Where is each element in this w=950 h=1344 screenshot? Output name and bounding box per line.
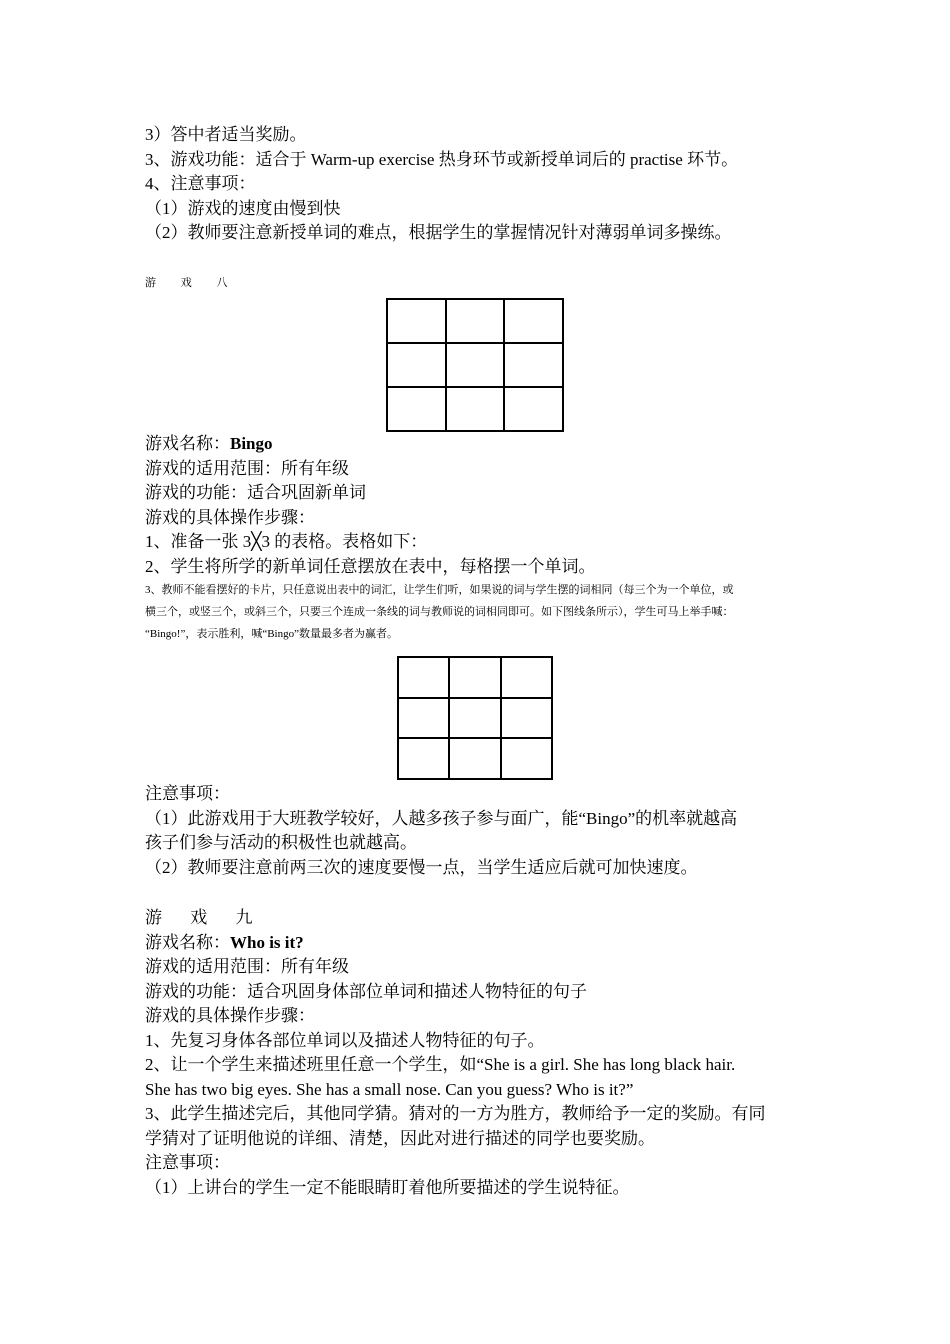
notes-label: 注意事项： bbox=[145, 1153, 230, 1172]
note-1-line: （1）此游戏用于大班教学较好，人越多孩子参与面广，能“Bingo”的机率就越高 bbox=[145, 808, 738, 828]
game-name: Bingo bbox=[230, 434, 273, 453]
bingo-grid-2 bbox=[397, 656, 553, 780]
steps-label: 游戏的具体操作步骤： bbox=[145, 507, 315, 527]
game-name-line bbox=[145, 931, 815, 956]
step-3-line: 学猜对了证明他说的详细、清楚，因此对进行描述的同学也要奖励。 bbox=[145, 1128, 655, 1148]
grid-cell bbox=[501, 738, 552, 779]
bingo-grid-1 bbox=[386, 298, 564, 432]
step-3-line: 横三个，或竖三个，或斜三个，只要三个连成一条线的词与教师说的词相同即可。如下图线条所示），学生可马上举手喊： bbox=[145, 606, 734, 618]
section-heading-game8: 游 戏 八 bbox=[145, 276, 239, 289]
step-2: 2、学生将所学的新单词任意摆放在表中，每格摆一个单词。 bbox=[145, 556, 596, 576]
grid-cell bbox=[398, 698, 449, 739]
notes-label: 注意事项： bbox=[145, 784, 230, 803]
paragraph: （2）教师要注意新授单词的难点，根据学生的掌握情况针对薄弱单词多操练。 bbox=[145, 223, 732, 242]
game9-section bbox=[145, 906, 815, 1200]
game8-section bbox=[145, 432, 815, 645]
section-heading-game9: 游 戏 九 bbox=[145, 908, 265, 927]
paragraph: 3、游戏功能：适合于 Warm-up exercise 热身环节或新授单词后的 practise 环节。 bbox=[145, 149, 739, 169]
grid-cell bbox=[387, 299, 446, 343]
grid-cell bbox=[446, 343, 505, 387]
game-name: Who is it? bbox=[230, 932, 304, 952]
grid-cell bbox=[504, 343, 563, 387]
note-2: （2）教师要注意前两三次的速度要慢一点，当学生适应后就可加快速度。 bbox=[145, 857, 698, 877]
grid-cell bbox=[449, 698, 500, 739]
grid-cell bbox=[446, 299, 505, 343]
grid-cell bbox=[387, 343, 446, 387]
game-name-line bbox=[145, 432, 815, 457]
note-1-line: 孩子们参与活动的积极性也就越高。 bbox=[145, 833, 417, 852]
game-function: 游戏的功能：适合巩固新单词 bbox=[145, 483, 366, 502]
step-3-line: 3、此学生描述完后，其他同学猜。猜对的一方为胜方，教师给予一定的奖励。有同 bbox=[145, 1104, 766, 1123]
grid-cell bbox=[501, 657, 552, 698]
grid-cell bbox=[387, 387, 446, 431]
game-name-label: 游戏名称： bbox=[145, 932, 230, 952]
document-body bbox=[145, 123, 815, 293]
grid-cell bbox=[504, 387, 563, 431]
grid-cell bbox=[501, 698, 552, 739]
grid-cell bbox=[449, 738, 500, 779]
game-function: 游戏的功能：适合巩固身体部位单词和描述人物特征的句子 bbox=[145, 981, 587, 1001]
game8-notes bbox=[145, 782, 815, 880]
game-scope: 游戏的适用范围：所有年级 bbox=[145, 458, 349, 478]
grid-cell bbox=[398, 738, 449, 779]
grid-cell bbox=[446, 387, 505, 431]
step-3-line: 3、教师不能看摆好的卡片，只任意说出表中的词汇，让学生们听，如果说的词与学生摆的词相同（每三个为一个单位，或 bbox=[145, 584, 734, 596]
game-name-label: 游戏名称： bbox=[145, 434, 230, 453]
paragraph: （1）游戏的速度由慢到快 bbox=[145, 198, 341, 218]
steps-label: 游戏的具体操作步骤： bbox=[145, 1006, 315, 1025]
grid-cell bbox=[449, 657, 500, 698]
paragraph: 4、注意事项： bbox=[145, 174, 256, 193]
note-1: （1）上讲台的学生一定不能眼睛盯着他所要描述的学生说特征。 bbox=[145, 1177, 630, 1197]
game-scope: 游戏的适用范围：所有年级 bbox=[145, 957, 349, 976]
step-2-line: 2、让一个学生来描述班里任意一个学生，如“She is a girl. She has long black hair. bbox=[145, 1055, 736, 1074]
step-1: 1、准备一张 3╳3 的表格。表格如下： bbox=[145, 532, 428, 551]
grid-cell bbox=[504, 299, 563, 343]
step-1: 1、先复习身体各部位单词以及描述人物特征的句子。 bbox=[145, 1030, 545, 1050]
paragraph: 3）答中者适当奖励。 bbox=[145, 125, 307, 144]
grid-cell bbox=[398, 657, 449, 698]
step-3-line: “Bingo!”，表示胜利，喊“Bingo”数量最多者为赢者。 bbox=[145, 628, 398, 640]
step-2-line: She has two big eyes. She has a small nose. Can you guess? Who is it?” bbox=[145, 1079, 634, 1099]
